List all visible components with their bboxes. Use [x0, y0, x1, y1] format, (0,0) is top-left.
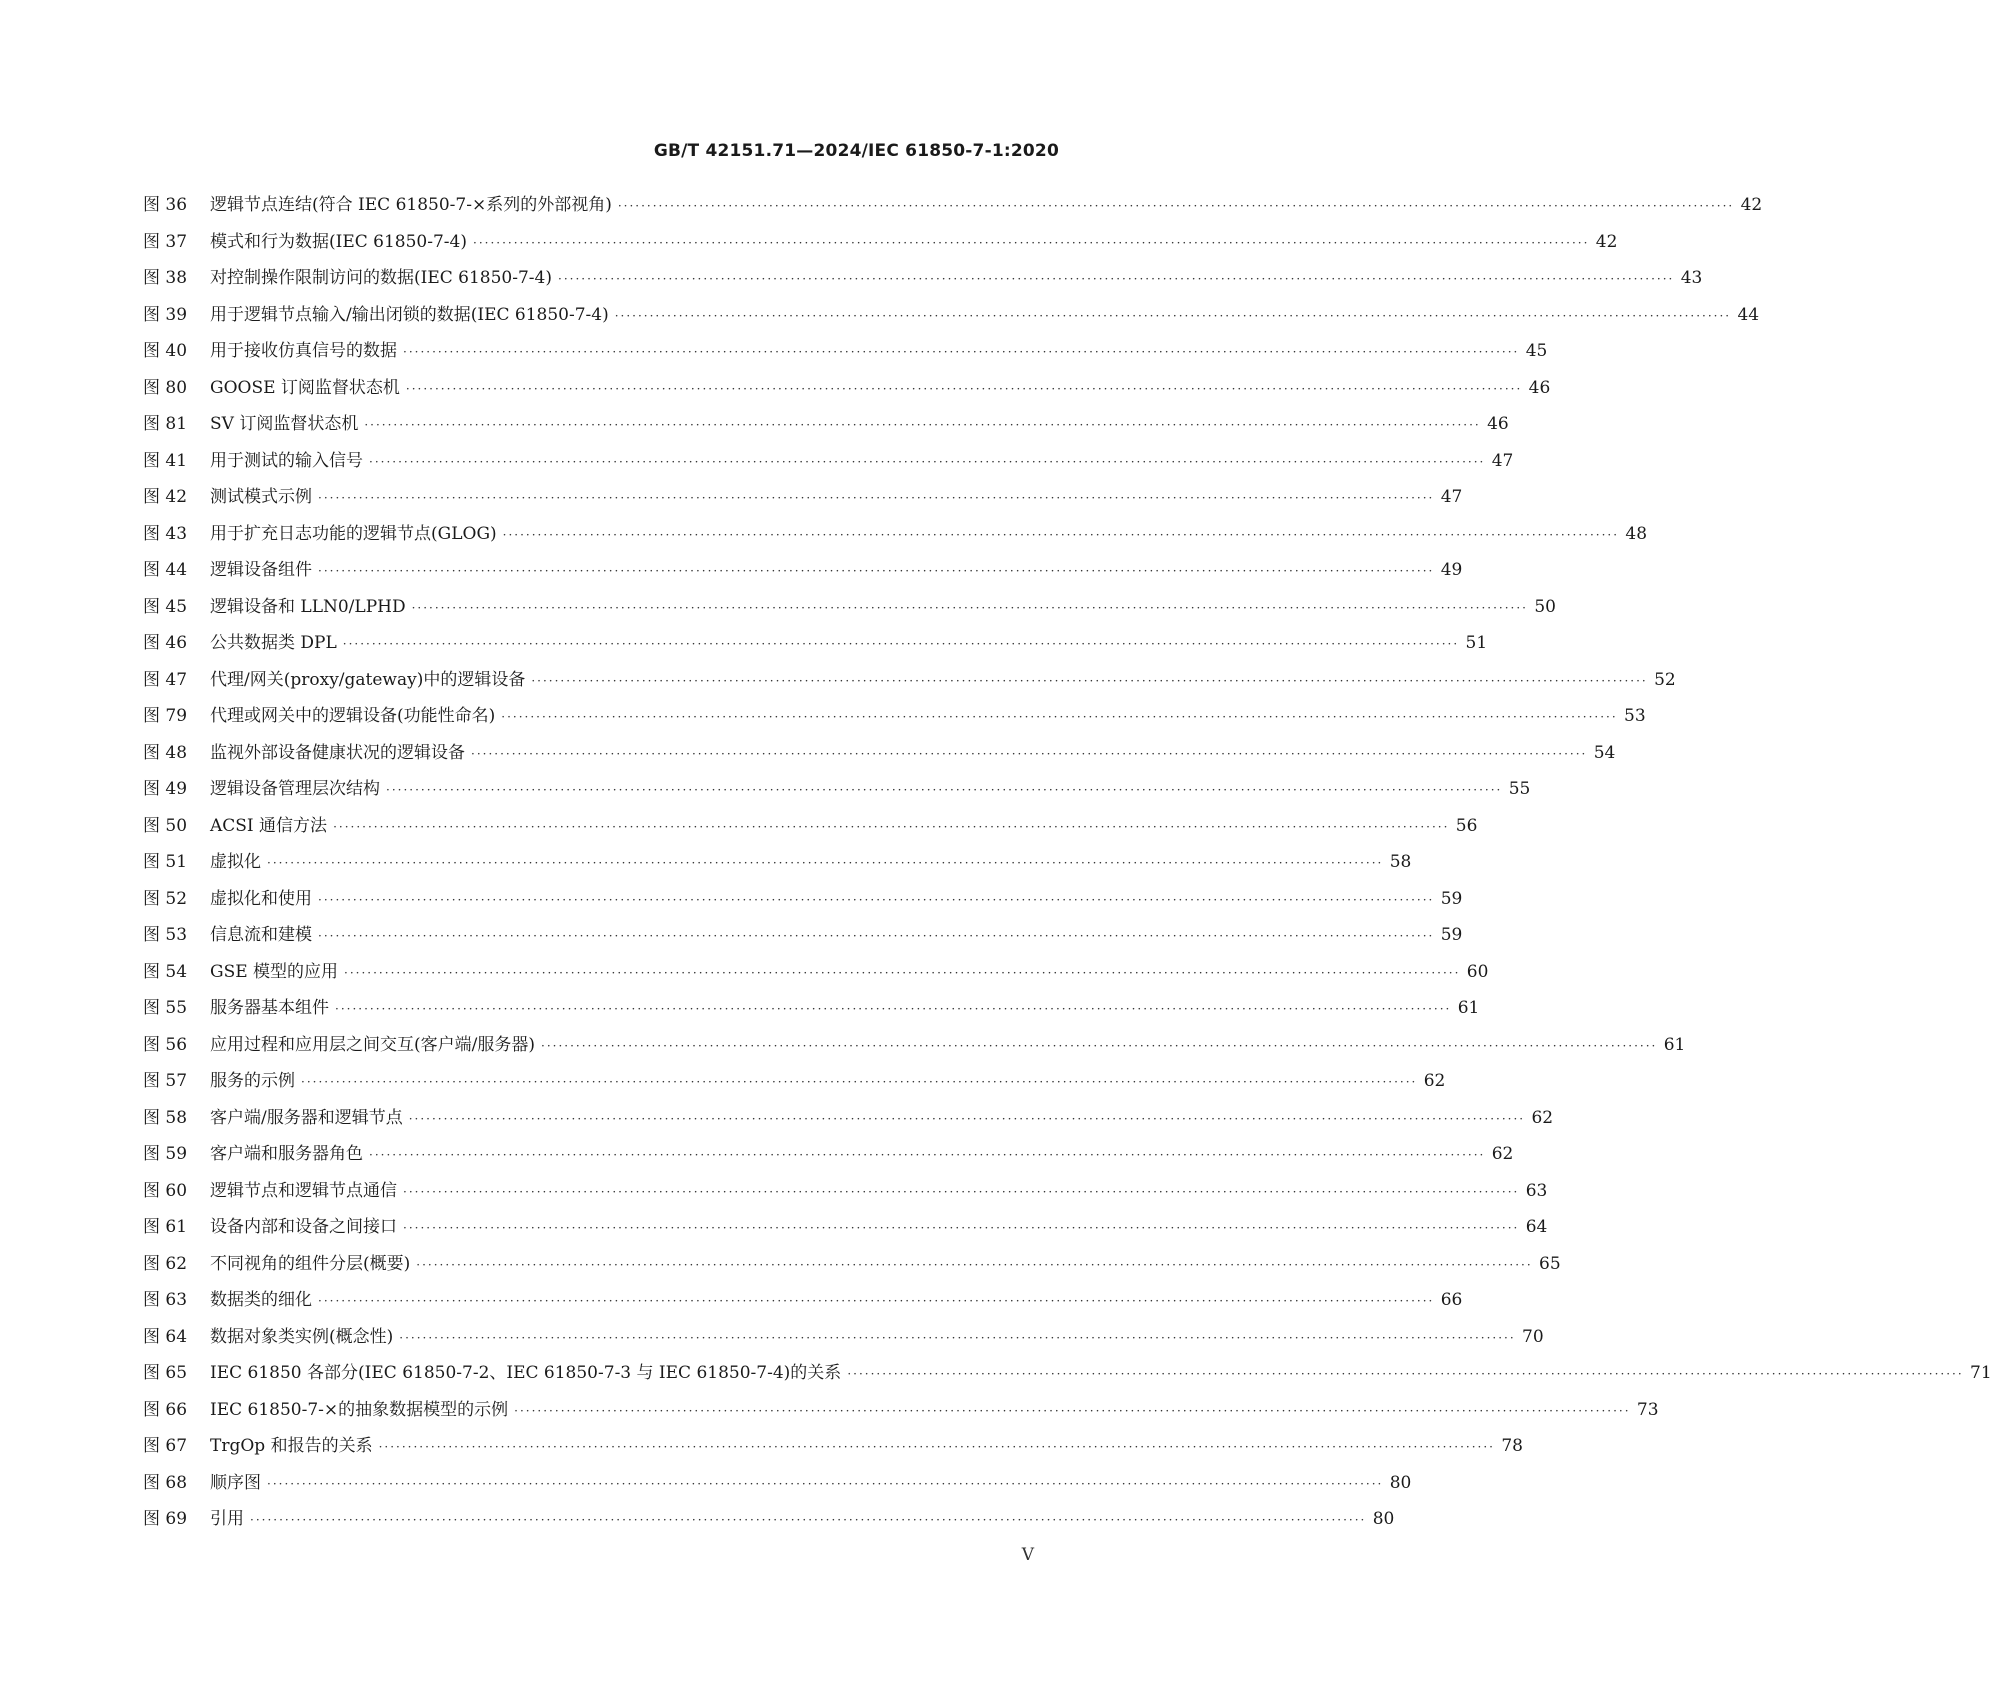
page-reference: 47: [1491, 450, 1514, 471]
figure-title: 模式和行为数据(IEC 61850-7-4): [210, 231, 468, 252]
figure-number: 图 39: [143, 304, 188, 325]
figure-number: 图 80: [143, 377, 188, 398]
figure-number: 图 81: [143, 414, 188, 434]
toc-entry[interactable]: [143, 1431, 1523, 1468]
figure-number: 图 48: [143, 742, 188, 763]
figure-number: 图 69: [143, 1509, 188, 1529]
figure-title: ACSI 通信方法: [210, 815, 328, 836]
page-reference: 64: [1525, 1217, 1548, 1237]
dot-leader: [250, 1513, 1366, 1527]
dot-leader: [501, 710, 1617, 724]
page-reference: 70: [1522, 1326, 1544, 1347]
toc-entry[interactable]: [143, 1030, 1686, 1067]
dot-leader: [335, 1002, 1451, 1016]
page-reference: 43: [1680, 268, 1703, 288]
toc-entry[interactable]: [143, 1358, 1992, 1395]
dot-leader: [369, 1148, 1485, 1162]
toc-entry[interactable]: [143, 555, 1463, 592]
dot-leader: [386, 783, 1502, 797]
figure-title: 客户端/服务器和逻辑节点: [210, 1107, 403, 1128]
figure-number: 图 53: [143, 925, 188, 945]
dot-leader: [558, 272, 1674, 286]
page-reference: 46: [1487, 414, 1509, 434]
toc-entry[interactable]: [143, 884, 1463, 921]
dot-leader: [471, 747, 1587, 761]
dot-leader: [403, 345, 1519, 359]
page-reference: 58: [1389, 852, 1412, 872]
dot-leader: [267, 856, 1383, 870]
toc-entry[interactable]: [143, 1395, 1659, 1432]
figure-title: 数据类的细化: [210, 1290, 312, 1310]
dot-leader: [473, 236, 1589, 250]
toc-entry[interactable]: [143, 1468, 1412, 1505]
toc-entry[interactable]: [143, 1285, 1463, 1322]
figure-number: 图 55: [143, 998, 188, 1018]
figure-title: 监视外部设备健康状况的逻辑设备: [210, 742, 465, 763]
dot-leader: [333, 820, 1449, 834]
figure-number: 图 60: [143, 1180, 188, 1201]
figure-title: GSE 模型的应用: [210, 961, 339, 982]
figure-number: 图 62: [143, 1253, 188, 1274]
figure-title: 设备内部和设备之间接口: [210, 1217, 397, 1237]
dot-leader: [541, 1039, 1657, 1053]
dot-leader: [343, 637, 1459, 651]
dot-leader: [618, 199, 1734, 213]
toc-entry[interactable]: [143, 1066, 1446, 1103]
dot-leader: [412, 601, 1528, 615]
figure-title: 虚拟化: [210, 852, 261, 872]
page-reference: 80: [1372, 1509, 1395, 1529]
figure-number: 图 64: [143, 1326, 188, 1347]
figure-number: 图 36: [143, 195, 188, 215]
page-reference: 60: [1466, 961, 1489, 982]
toc-entry[interactable]: [143, 738, 1616, 775]
figure-title: 用于接收仿真信号的数据: [210, 341, 397, 361]
figure-title: 公共数据类 DPL: [210, 633, 337, 653]
toc-entry[interactable]: [143, 263, 1703, 300]
figure-title: 代理或网关中的逻辑设备(功能性命名): [210, 706, 496, 726]
page-reference: 51: [1465, 633, 1488, 653]
figure-number: 图 45: [143, 596, 188, 617]
toc-entry[interactable]: [143, 592, 1556, 629]
figure-number: 图 46: [143, 633, 188, 653]
figure-title: 逻辑节点连结(符合 IEC 61850-7-×系列的外部视角): [210, 195, 612, 215]
dot-leader: [379, 1440, 1495, 1454]
dot-leader: [514, 1404, 1630, 1418]
figure-title: SV 订阅监督状态机: [210, 414, 359, 434]
page-reference: 62: [1491, 1144, 1514, 1164]
dot-leader: [318, 1294, 1434, 1308]
page-reference: 61: [1457, 998, 1480, 1018]
page-reference: 42: [1595, 231, 1618, 252]
dot-leader: [364, 418, 1480, 432]
figure-number: 图 67: [143, 1436, 188, 1456]
dot-leader: [403, 1221, 1519, 1235]
dot-leader: [318, 893, 1434, 907]
figure-number: 图 65: [143, 1363, 188, 1383]
figure-title: 不同视角的组件分层(概要): [210, 1253, 411, 1274]
figure-title: 逻辑设备组件: [210, 560, 312, 580]
figure-number: 图 66: [143, 1399, 188, 1420]
toc-entry[interactable]: [143, 1504, 1395, 1541]
toc-entry[interactable]: [143, 190, 1763, 227]
toc-entry[interactable]: [143, 628, 1488, 665]
dot-leader: [399, 1331, 1515, 1345]
figure-title: GOOSE 订阅监督状态机: [210, 377, 400, 398]
dot-leader: [406, 382, 1522, 396]
document-header: GB/T 42151.71—2024/IEC 61850-7-1:2020: [653, 141, 1059, 161]
toc-entry[interactable]: [143, 1212, 1548, 1249]
page-reference: 62: [1531, 1107, 1554, 1128]
figure-title: 顺序图: [210, 1472, 261, 1493]
toc-entry[interactable]: [143, 1139, 1514, 1176]
figure-number: 图 38: [143, 268, 188, 288]
page-reference: 61: [1663, 1034, 1686, 1055]
toc-entry[interactable]: [143, 300, 1760, 337]
dot-leader: [267, 1477, 1383, 1491]
page-reference: 55: [1508, 779, 1531, 799]
figure-number: 图 57: [143, 1071, 188, 1091]
figure-number: 图 54: [143, 961, 188, 982]
page-number: V: [1021, 1545, 1034, 1565]
figure-title: TrgOp 和报告的关系: [210, 1436, 373, 1456]
page-reference: 50: [1534, 596, 1556, 617]
page-reference: 44: [1737, 304, 1760, 325]
page-reference: 47: [1440, 487, 1463, 507]
page-reference: 66: [1440, 1290, 1463, 1310]
figure-title: 应用过程和应用层之间交互(客户端/服务器): [210, 1034, 535, 1055]
toc-entry[interactable]: [143, 957, 1489, 994]
dot-leader: [847, 1367, 1963, 1381]
figure-title: 引用: [210, 1509, 244, 1529]
figure-number: 图 61: [143, 1217, 188, 1237]
figure-title: 测试模式示例: [210, 487, 312, 507]
page-reference: 59: [1440, 888, 1463, 909]
figure-number: 图 52: [143, 888, 188, 909]
figure-number: 图 50: [143, 815, 188, 836]
toc-entry[interactable]: [143, 446, 1514, 483]
figure-title: IEC 61850-7-×的抽象数据模型的示例: [210, 1399, 509, 1420]
figure-title: 逻辑设备和 LLN0/LPHD: [210, 596, 406, 617]
dot-leader: [403, 1185, 1519, 1199]
dot-leader: [301, 1075, 1417, 1089]
list-of-figures: [143, 190, 1992, 1541]
figure-number: 图 37: [143, 231, 188, 252]
figure-title: 代理/网关(proxy/gateway)中的逻辑设备: [210, 669, 526, 690]
figure-number: 图 63: [143, 1290, 188, 1310]
figure-title: 对控制操作限制访问的数据(IEC 61850-7-4): [210, 268, 552, 288]
toc-entry[interactable]: [143, 1249, 1561, 1286]
toc-entry[interactable]: [143, 482, 1463, 519]
toc-entry[interactable]: [143, 227, 1618, 264]
page-reference: 73: [1636, 1399, 1659, 1420]
figure-title: 用于测试的输入信号: [210, 450, 363, 471]
figure-title: 服务器基本组件: [210, 998, 329, 1018]
dot-leader: [318, 491, 1434, 505]
figure-title: 逻辑节点和逻辑节点通信: [210, 1180, 397, 1201]
page-reference: 52: [1654, 669, 1676, 690]
figure-title: 虚拟化和使用: [210, 888, 312, 909]
toc-entry[interactable]: [143, 519, 1648, 556]
toc-entry[interactable]: [143, 847, 1412, 884]
page-reference: 63: [1525, 1180, 1548, 1201]
figure-title: 服务的示例: [210, 1071, 295, 1091]
figure-number: 图 51: [143, 852, 188, 872]
figure-number: 图 40: [143, 341, 188, 361]
dot-leader: [369, 455, 1485, 469]
figure-title: 数据对象类实例(概念性): [210, 1326, 394, 1347]
toc-entry[interactable]: [143, 920, 1463, 957]
figure-number: 图 56: [143, 1034, 188, 1055]
page-reference: 48: [1625, 523, 1648, 544]
toc-entry[interactable]: [143, 1322, 1544, 1359]
toc-entry[interactable]: [143, 811, 1478, 848]
figure-title: 逻辑设备管理层次结构: [210, 779, 380, 799]
page-reference: 46: [1528, 377, 1551, 398]
figure-number: 图 68: [143, 1472, 188, 1493]
dot-leader: [409, 1112, 1525, 1126]
page-reference: 80: [1389, 1472, 1412, 1493]
figure-title: 用于逻辑节点输入/输出闭锁的数据(IEC 61850-7-4): [210, 304, 609, 325]
page-reference: 78: [1501, 1436, 1523, 1456]
dot-leader: [416, 1258, 1532, 1272]
page-reference: 71: [1970, 1363, 1992, 1383]
figure-number: 图 43: [143, 523, 188, 544]
toc-entry[interactable]: [143, 1103, 1554, 1140]
toc-entry[interactable]: [143, 1176, 1548, 1213]
page-reference: 59: [1440, 925, 1463, 945]
dot-leader: [503, 528, 1619, 542]
toc-entry[interactable]: [143, 373, 1551, 410]
toc-entry[interactable]: [143, 701, 1646, 738]
dot-leader: [531, 674, 1647, 688]
page-reference: 56: [1455, 815, 1478, 836]
page-reference: 49: [1440, 560, 1463, 580]
page-reference: 62: [1423, 1071, 1446, 1091]
page-reference: 42: [1740, 195, 1763, 215]
toc-entry[interactable]: [143, 409, 1509, 446]
figure-number: 图 59: [143, 1144, 188, 1164]
figure-number: 图 49: [143, 779, 188, 799]
toc-entry[interactable]: [143, 774, 1531, 811]
figure-number: 图 42: [143, 487, 188, 507]
figure-number: 图 58: [143, 1107, 188, 1128]
dot-leader: [344, 966, 1460, 980]
figure-number: 图 79: [143, 706, 188, 726]
dot-leader: [615, 309, 1731, 323]
figure-title: 信息流和建模: [210, 925, 312, 945]
dot-leader: [318, 564, 1434, 578]
page-reference: 65: [1539, 1253, 1561, 1274]
toc-entry[interactable]: [143, 336, 1548, 373]
page-reference: 45: [1525, 341, 1548, 361]
figure-title: IEC 61850 各部分(IEC 61850-7-2、IEC 61850-7-3 与 IEC 61850-7-4)的关系: [210, 1363, 842, 1383]
figure-number: 图 44: [143, 560, 188, 580]
page-reference: 53: [1624, 706, 1646, 726]
dot-leader: [318, 929, 1434, 943]
figure-title: 用于扩充日志功能的逻辑节点(GLOG): [210, 523, 497, 544]
figure-number: 图 47: [143, 669, 188, 690]
figure-title: 客户端和服务器角色: [210, 1144, 363, 1164]
toc-entry[interactable]: [143, 665, 1676, 702]
toc-entry[interactable]: [143, 993, 1480, 1030]
figure-number: 图 41: [143, 450, 188, 471]
page-reference: 54: [1593, 742, 1616, 763]
